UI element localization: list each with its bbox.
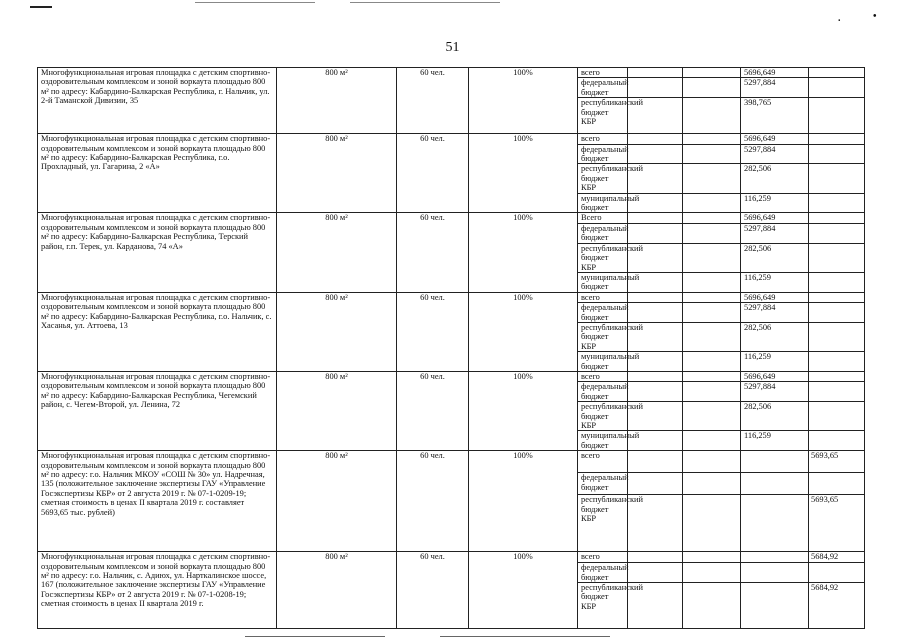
empty-cell	[628, 563, 683, 583]
empty-cell	[683, 193, 741, 213]
scan-artifact-bottom	[440, 636, 610, 637]
scan-dot-mark: •	[873, 11, 877, 22]
object-area: 800 м²	[277, 371, 397, 450]
empty-cell	[683, 144, 741, 164]
funding-source: республиканский бюджет КБР	[578, 322, 628, 351]
amount-cell: 5696,649	[741, 213, 809, 223]
empty-cell	[683, 583, 741, 629]
empty-cell	[683, 223, 741, 243]
object-area: 800 м²	[277, 451, 397, 552]
object-percent: 100%	[469, 134, 578, 213]
amount-cell: 398,765	[741, 98, 809, 134]
empty-cell	[683, 473, 741, 495]
amount-cell: 5297,884	[741, 144, 809, 164]
amount-cell: 116,259	[741, 193, 809, 213]
amount-cell-2	[809, 473, 865, 495]
funding-source: федеральный бюджет	[578, 473, 628, 495]
empty-cell	[683, 563, 741, 583]
table-row	[38, 451, 865, 473]
object-percent: 100%	[469, 371, 578, 450]
funding-source: федеральный бюджет	[578, 78, 628, 98]
funding-source: всего	[578, 68, 628, 78]
empty-cell	[683, 213, 741, 223]
amount-cell: 116,259	[741, 352, 809, 372]
empty-cell	[628, 371, 683, 381]
funding-source: республиканский бюджет КБР	[578, 495, 628, 552]
object-description: Многофункциональная игровая площадка с детским спортивно-оздоровительным комплексом и зоной воркаута площадью 800 м² по адресу: Кабардино-Балкарская Республика, Терский район, г.п. Терек, ул. Карданова, 74 «А»	[38, 213, 277, 292]
amount-cell-2	[809, 78, 865, 98]
object-capacity: 60 чел.	[397, 213, 469, 292]
amount-cell: 5297,884	[741, 223, 809, 243]
amount-cell: 282,506	[741, 402, 809, 431]
amount-cell: 5297,884	[741, 78, 809, 98]
table-row	[38, 134, 865, 144]
funding-source: республиканский бюджет КБР	[578, 243, 628, 272]
object-area: 800 м²	[277, 134, 397, 213]
scan-artifact-bottom	[245, 636, 385, 637]
amount-cell-2	[809, 402, 865, 431]
funding-source: республиканский бюджет КБР	[578, 583, 628, 629]
funding-source: Всего	[578, 213, 628, 223]
funding-source: федеральный бюджет	[578, 144, 628, 164]
amount-cell-2	[809, 563, 865, 583]
amount-cell	[741, 552, 809, 563]
table-row	[38, 552, 865, 563]
amount-cell-2	[809, 303, 865, 323]
object-percent: 100%	[469, 451, 578, 552]
funding-source: всего	[578, 292, 628, 302]
empty-cell	[683, 272, 741, 292]
object-description: Многофункциональная игровая площадка с детским спортивно-оздоровительным комплексом и зоной воркаута площадью 800 м² по адресу: Кабардино-Балкарская Республика, г. Нальчик, ул. 2-й Таманской Дивизии, 35	[38, 68, 277, 134]
object-description: Многофункциональная игровая площадка с детским спортивно-оздоровительным комплексом и зоной воркаута площадью 800 м² по адресу: Кабардино-Балкарская Республика, Чегемский район, с. Чегем-Второй, ул. Ленина, 72	[38, 371, 277, 450]
object-area: 800 м²	[277, 552, 397, 629]
object-description: Многофункциональная игровая площадка с детским спортивно-оздоровительным комплексом и зоной воркаута площадью 800 м² по адресу: Кабардино-Балкарская Республика, г.о. Нальчик, с. Хасанья, ул. Аттоева, 13	[38, 292, 277, 371]
object-capacity: 60 чел.	[397, 371, 469, 450]
empty-cell	[683, 164, 741, 193]
empty-cell	[683, 495, 741, 552]
object-description: Многофункциональная игровая площадка с детским спортивно-оздоровительным комплексом и зоной воркаута площадью 800 м² по адресу: г.о. Нальчик МКОУ «СОШ № 30» ул. Надречная, 135 (положительное заключение экспертизы ГАУ «Управление Госэкспертизы КБР» от 2 августа 2019 г. № 07-1-0209-19; сметная стоимость в ценах II квартала 2019 г. составляет 5693,65 тыс. рублей)	[38, 451, 277, 552]
amount-cell-2	[809, 352, 865, 372]
object-area: 800 м²	[277, 292, 397, 371]
empty-cell	[683, 134, 741, 144]
table-row	[38, 371, 865, 381]
amount-cell: 282,506	[741, 243, 809, 272]
object-area: 800 м²	[277, 68, 397, 134]
funding-source: всего	[578, 134, 628, 144]
object-capacity: 60 чел.	[397, 451, 469, 552]
amount-cell	[741, 495, 809, 552]
amount-cell-2	[809, 371, 865, 381]
amount-cell-2	[809, 144, 865, 164]
empty-cell	[628, 144, 683, 164]
amount-cell: 5696,649	[741, 371, 809, 381]
amount-cell-2: 5693,65	[809, 451, 865, 473]
empty-cell	[683, 382, 741, 402]
scan-artifact-top-mid	[195, 2, 315, 3]
amount-cell-2: 5684,92	[809, 552, 865, 563]
funding-source: республиканский бюджет КБР	[578, 402, 628, 431]
amount-cell-2	[809, 431, 865, 451]
empty-cell	[683, 451, 741, 473]
budget-table	[37, 67, 865, 629]
object-description: Многофункциональная игровая площадка с детским спортивно-оздоровительным комплексом и зоной воркаута площадью 800 м² по адресу: г.о. Нальчик, с. Адиюх, ул. Нарткалинское шоссе, 167 (положительное заключение экспертизы ГАУ «Управление Госэкспертизы КБР» от 2 августа 2019 г. № 07-1-0208-19; сметная стоимость в ценах II квартала 2019 г.	[38, 552, 277, 629]
empty-cell	[628, 134, 683, 144]
empty-cell	[628, 382, 683, 402]
empty-cell	[628, 292, 683, 302]
budget-table-body	[38, 68, 865, 629]
funding-source: республиканский бюджет КБР	[578, 98, 628, 134]
amount-cell: 5696,649	[741, 292, 809, 302]
empty-cell	[683, 98, 741, 134]
empty-cell	[628, 473, 683, 495]
empty-cell	[683, 371, 741, 381]
funding-source: всего	[578, 552, 628, 563]
amount-cell: 5297,884	[741, 303, 809, 323]
object-percent: 100%	[469, 68, 578, 134]
empty-cell	[683, 352, 741, 372]
amount-cell	[741, 563, 809, 583]
amount-cell	[741, 451, 809, 473]
empty-cell	[628, 223, 683, 243]
amount-cell: 5297,884	[741, 382, 809, 402]
amount-cell	[741, 583, 809, 629]
amount-cell-2	[809, 322, 865, 351]
object-capacity: 60 чел.	[397, 292, 469, 371]
empty-cell	[628, 303, 683, 323]
empty-cell	[683, 68, 741, 78]
amount-cell-2: 5684,92	[809, 583, 865, 629]
empty-cell	[683, 303, 741, 323]
object-percent: 100%	[469, 552, 578, 629]
funding-source: всего	[578, 371, 628, 381]
amount-cell-2	[809, 223, 865, 243]
empty-cell	[628, 68, 683, 78]
amount-cell: 282,506	[741, 322, 809, 351]
funding-source: муниципальный бюджет	[578, 352, 628, 372]
empty-cell	[628, 213, 683, 223]
amount-cell-2	[809, 193, 865, 213]
empty-cell	[683, 552, 741, 563]
amount-cell: 5696,649	[741, 134, 809, 144]
amount-cell: 116,259	[741, 272, 809, 292]
funding-source: федеральный бюджет	[578, 563, 628, 583]
empty-cell	[683, 243, 741, 272]
funding-source: муниципальный бюджет	[578, 193, 628, 213]
amount-cell-2	[809, 382, 865, 402]
scan-artifact-top-left	[30, 6, 52, 8]
funding-source: федеральный бюджет	[578, 223, 628, 243]
amount-cell: 5696,649	[741, 68, 809, 78]
funding-source: муниципальный бюджет	[578, 431, 628, 451]
amount-cell-2	[809, 243, 865, 272]
amount-cell	[741, 473, 809, 495]
amount-cell: 116,259	[741, 431, 809, 451]
page-number: 51	[445, 40, 460, 55]
empty-cell	[683, 322, 741, 351]
amount-cell-2	[809, 68, 865, 78]
object-description: Многофункциональная игровая площадка с детским спортивно-оздоровительным комплексом и зоной воркаута площадью 800 м² по адресу: Кабардино-Балкарская Республика, г.о. Прохладный, ул. Гагарина, 2 «А»	[38, 134, 277, 213]
table-row	[38, 213, 865, 223]
empty-cell	[628, 78, 683, 98]
scan-artifact-top-right	[350, 2, 500, 3]
funding-source: муниципальный бюджет	[578, 272, 628, 292]
amount-cell-2	[809, 292, 865, 302]
amount-cell-2	[809, 134, 865, 144]
funding-source: всего	[578, 451, 628, 473]
empty-cell	[683, 292, 741, 302]
table-row	[38, 68, 865, 78]
amount-cell-2	[809, 98, 865, 134]
object-capacity: 60 чел.	[397, 68, 469, 134]
object-percent: 100%	[469, 213, 578, 292]
object-capacity: 60 чел.	[397, 134, 469, 213]
funding-source: федеральный бюджет	[578, 303, 628, 323]
amount-cell-2: 5693,65	[809, 495, 865, 552]
funding-source: республиканский бюджет КБР	[578, 164, 628, 193]
empty-cell	[683, 431, 741, 451]
empty-cell	[628, 552, 683, 563]
amount-cell-2	[809, 213, 865, 223]
scan-dot-mark: .	[838, 13, 841, 24]
object-percent: 100%	[469, 292, 578, 371]
empty-cell	[683, 78, 741, 98]
table-row	[38, 292, 865, 302]
object-capacity: 60 чел.	[397, 552, 469, 629]
funding-source: федеральный бюджет	[578, 382, 628, 402]
amount-cell-2	[809, 272, 865, 292]
empty-cell	[683, 402, 741, 431]
object-area: 800 м²	[277, 213, 397, 292]
empty-cell	[628, 451, 683, 473]
amount-cell: 282,506	[741, 164, 809, 193]
amount-cell-2	[809, 164, 865, 193]
